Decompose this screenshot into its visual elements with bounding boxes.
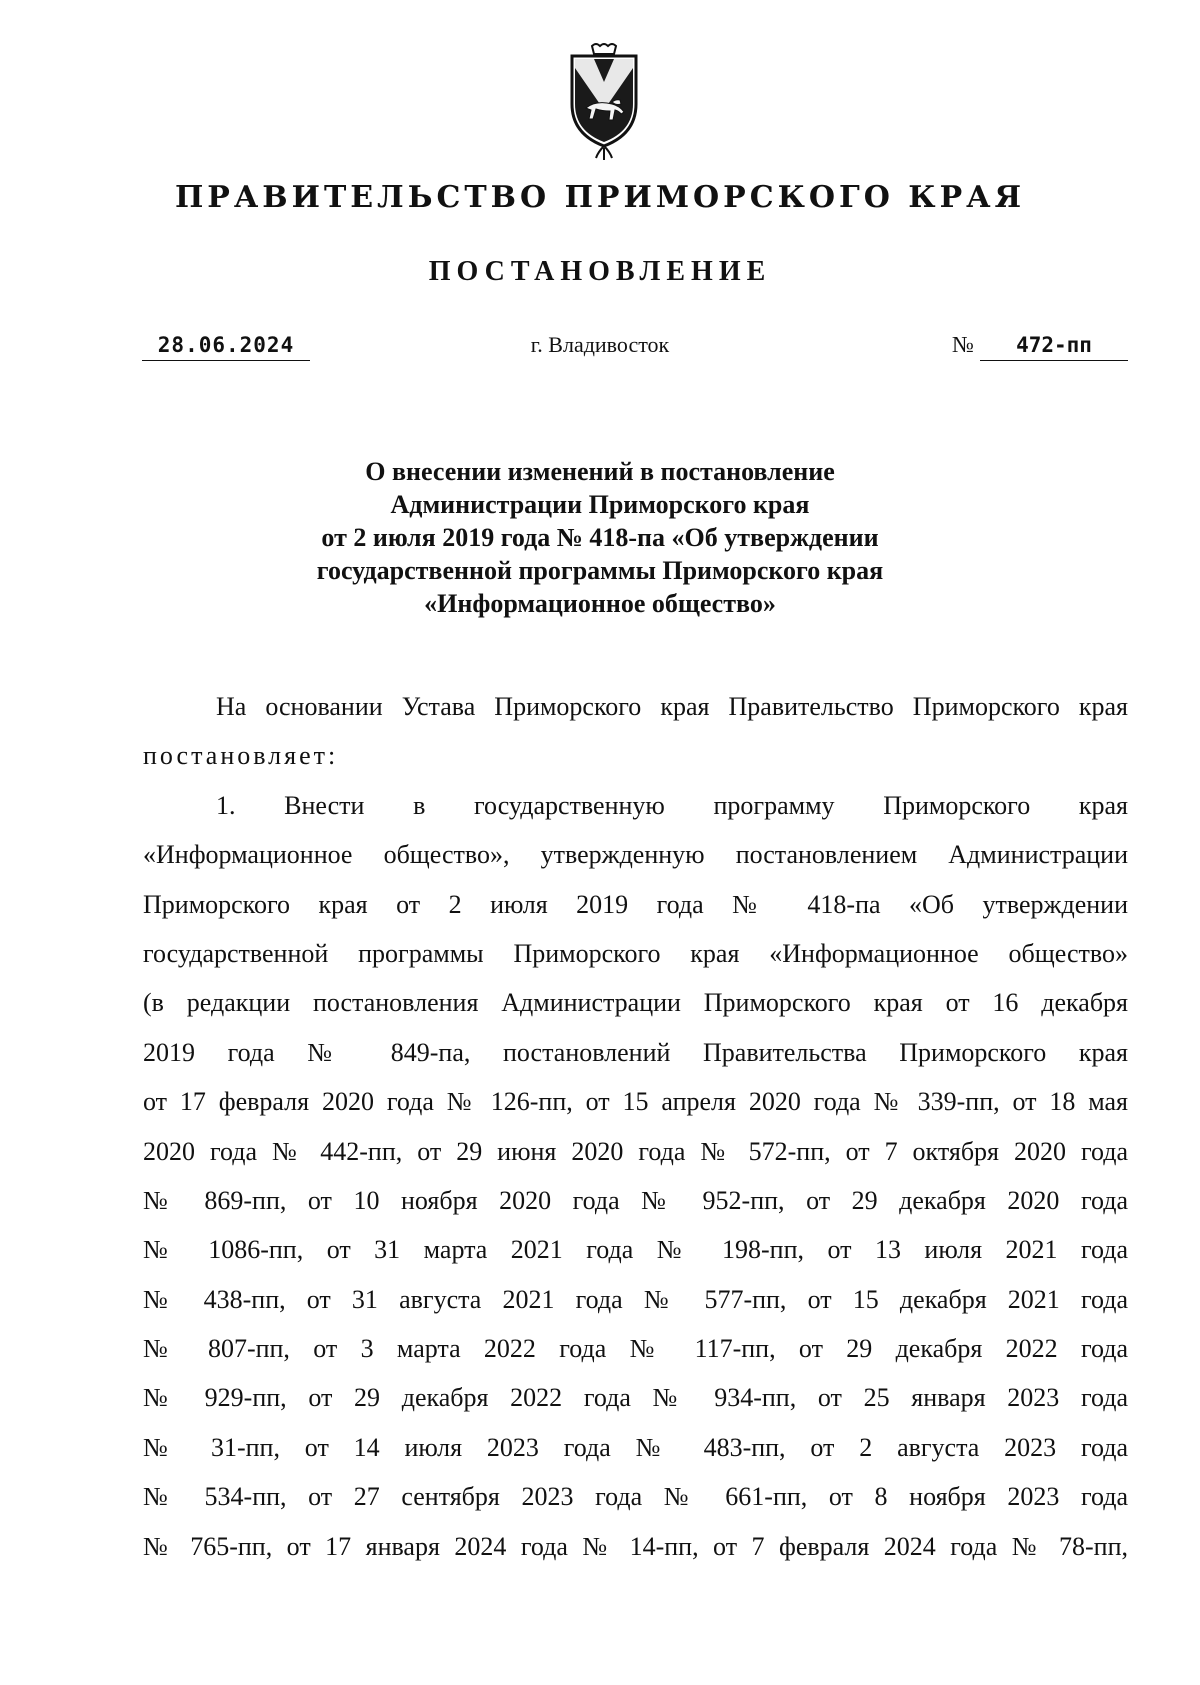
body-line: Приморского края от 2 июля 2019 года № 418-па «Об утверждении — [143, 889, 1128, 919]
heading-line: «Информационное общество» — [424, 589, 776, 618]
body-line: от 17 февраля 2020 года № 126-пп, от 15 апреля 2020 года № 339-пп, от 18 мая — [143, 1087, 1128, 1117]
body-line: На основании Устава Приморского края Правительство Приморского края — [216, 692, 1128, 721]
body-line: «Информационное общество», утвержденную постановлением Администрации — [143, 840, 1128, 870]
body-line: № 438-пп, от 31 августа 2021 года № 577-пп, от 15 декабря 2021 года — [143, 1284, 1128, 1314]
document-date: 28.06.2024 — [142, 330, 310, 361]
document-heading — [0, 455, 1200, 620]
body-line: (в редакции постановления Администрации Приморского края от 16 декабря — [143, 988, 1128, 1018]
body-line: № 807-пп, от 3 марта 2022 года № 117-пп, от 29 декабря 2022 года — [143, 1334, 1128, 1364]
body-line: 1. Внести в государственную программу Приморского края — [216, 790, 1128, 820]
body-line: постановляет: — [143, 741, 339, 771]
coat-of-arms-icon — [564, 42, 644, 162]
body-line: № 534-пп, от 27 сентября 2023 года № 661-пп, от 8 ноября 2023 года — [143, 1482, 1128, 1512]
document-number-sign: № — [952, 332, 974, 357]
heading-line: О внесении изменений в постановление — [365, 457, 835, 486]
body-line: государственной программы Приморского края «Информационное общество» — [143, 938, 1128, 968]
organization-title: ПРАВИТЕЛЬСТВО ПРИМОРСКОГО КРАЯ — [174, 180, 1026, 215]
body-line: № 1086-пп, от 31 марта 2021 года № 198-пп, от 13 июля 2021 года — [143, 1235, 1128, 1265]
body-line: 2020 года № 442-пп, от 29 июня 2020 года № 572-пп, от 7 октября 2020 года — [143, 1136, 1128, 1166]
heading-line: от 2 июля 2019 года № 418-па «Об утверждении — [321, 523, 879, 552]
body-line: 2019 года № 849-па, постановлений Правительства Приморского края — [143, 1037, 1128, 1067]
body-line: № 869-пп, от 10 ноября 2020 года № 952-пп, от 29 декабря 2020 года — [143, 1185, 1128, 1215]
heading-line: Администрации Приморского края — [390, 490, 810, 519]
document-number: 472-пп — [980, 330, 1128, 361]
body-line: № 929-пп, от 29 декабря 2022 года № 934-пп, от 25 января 2023 года — [143, 1383, 1128, 1413]
document-type: ПОСТАНОВЛЕНИЕ — [428, 256, 772, 287]
heading-line: государственной программы Приморского края — [316, 556, 884, 585]
document-city: г. Владивосток — [530, 332, 670, 357]
document-body — [143, 682, 1128, 1571]
body-line: № 31-пп, от 14 июля 2023 года № 483-пп, от 2 августа 2023 года — [143, 1432, 1128, 1462]
body-line: № 765-пп, от 17 января 2024 года № 14-пп, от 7 февраля 2024 года № 78-пп, — [143, 1531, 1128, 1561]
